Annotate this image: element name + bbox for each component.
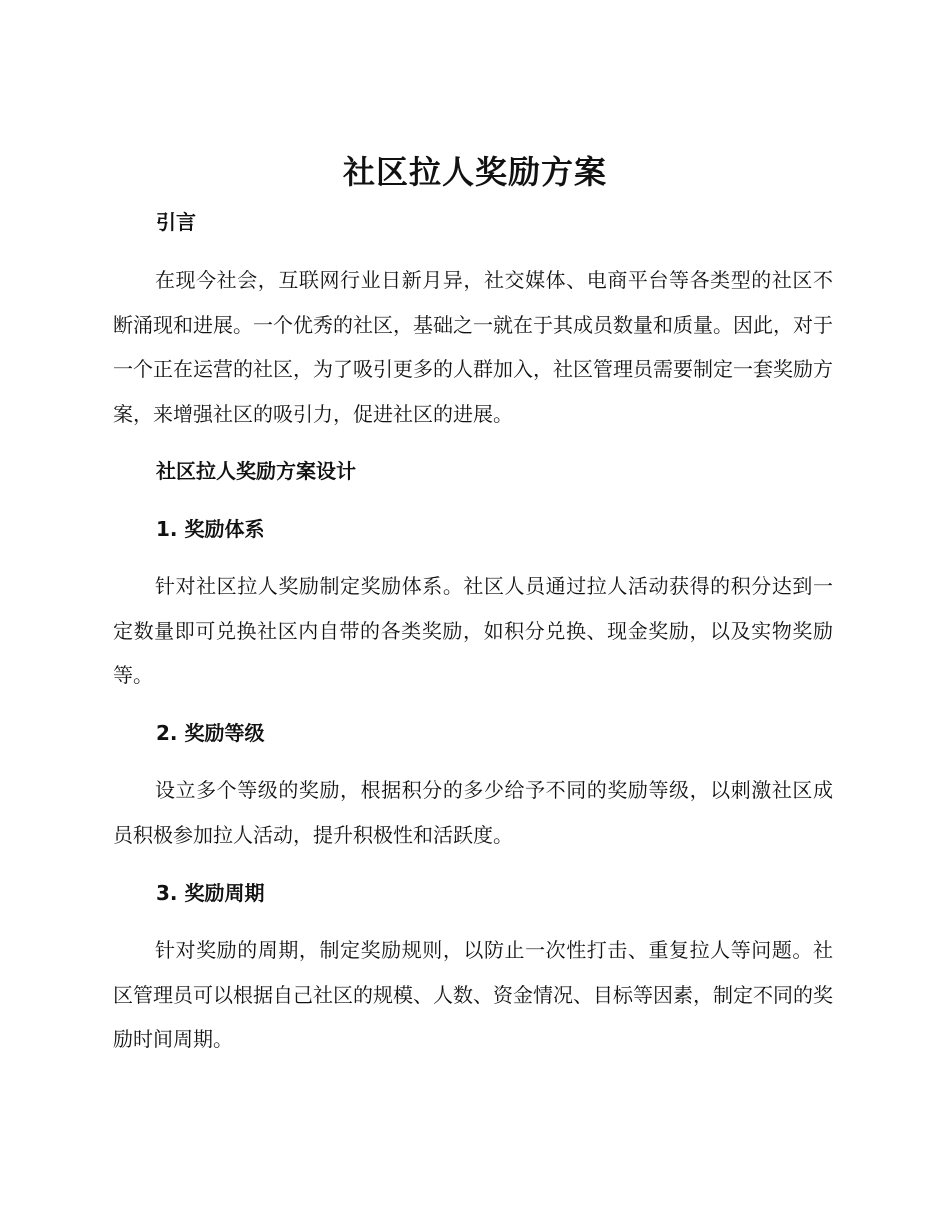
- reward-cycle-paragraph: 针对奖励的周期，制定奖励规则，以防止一次性打击、重复拉人等问题。社区管理员可以根据自己社区的规模、人数、资金情况、目标等因素，制定不同的奖励时间周期。: [113, 938, 833, 1051]
- section-heading-reward-system: 1. 奖励体系: [156, 517, 265, 541]
- section-heading-intro: 引言: [156, 210, 196, 234]
- reward-system-paragraph: 针对社区拉人奖励制定奖励体系。社区人员通过拉人活动获得的积分达到一定数量即可兑换社区内自带的各类奖励，如积分兑换、现金奖励，以及实物奖励等。: [113, 574, 833, 687]
- section-heading-design: 社区拉人奖励方案设计: [156, 459, 356, 483]
- section-heading-reward-cycle: 3. 奖励周期: [156, 881, 265, 905]
- intro-paragraph: 在现今社会，互联网行业日新月异，社交媒体、电商平台等各类型的社区不断涌现和进展。一个优秀的社区，基础之一就在于其成员数量和质量。因此，对于一个正在运营的社区，为了吸引更多的人群加入，社区管理员需要制定一套奖励方案，来增强社区的吸引力，促进社区的进展。: [113, 268, 833, 426]
- section-heading-reward-level: 2. 奖励等级: [156, 721, 265, 745]
- reward-level-paragraph: 设立多个等级的奖励，根据积分的多少给予不同的奖励等级，以刺激社区成员积极参加拉人活动，提升积极性和活跃度。: [113, 778, 833, 847]
- document-title: 社区拉人奖励方案: [342, 153, 607, 191]
